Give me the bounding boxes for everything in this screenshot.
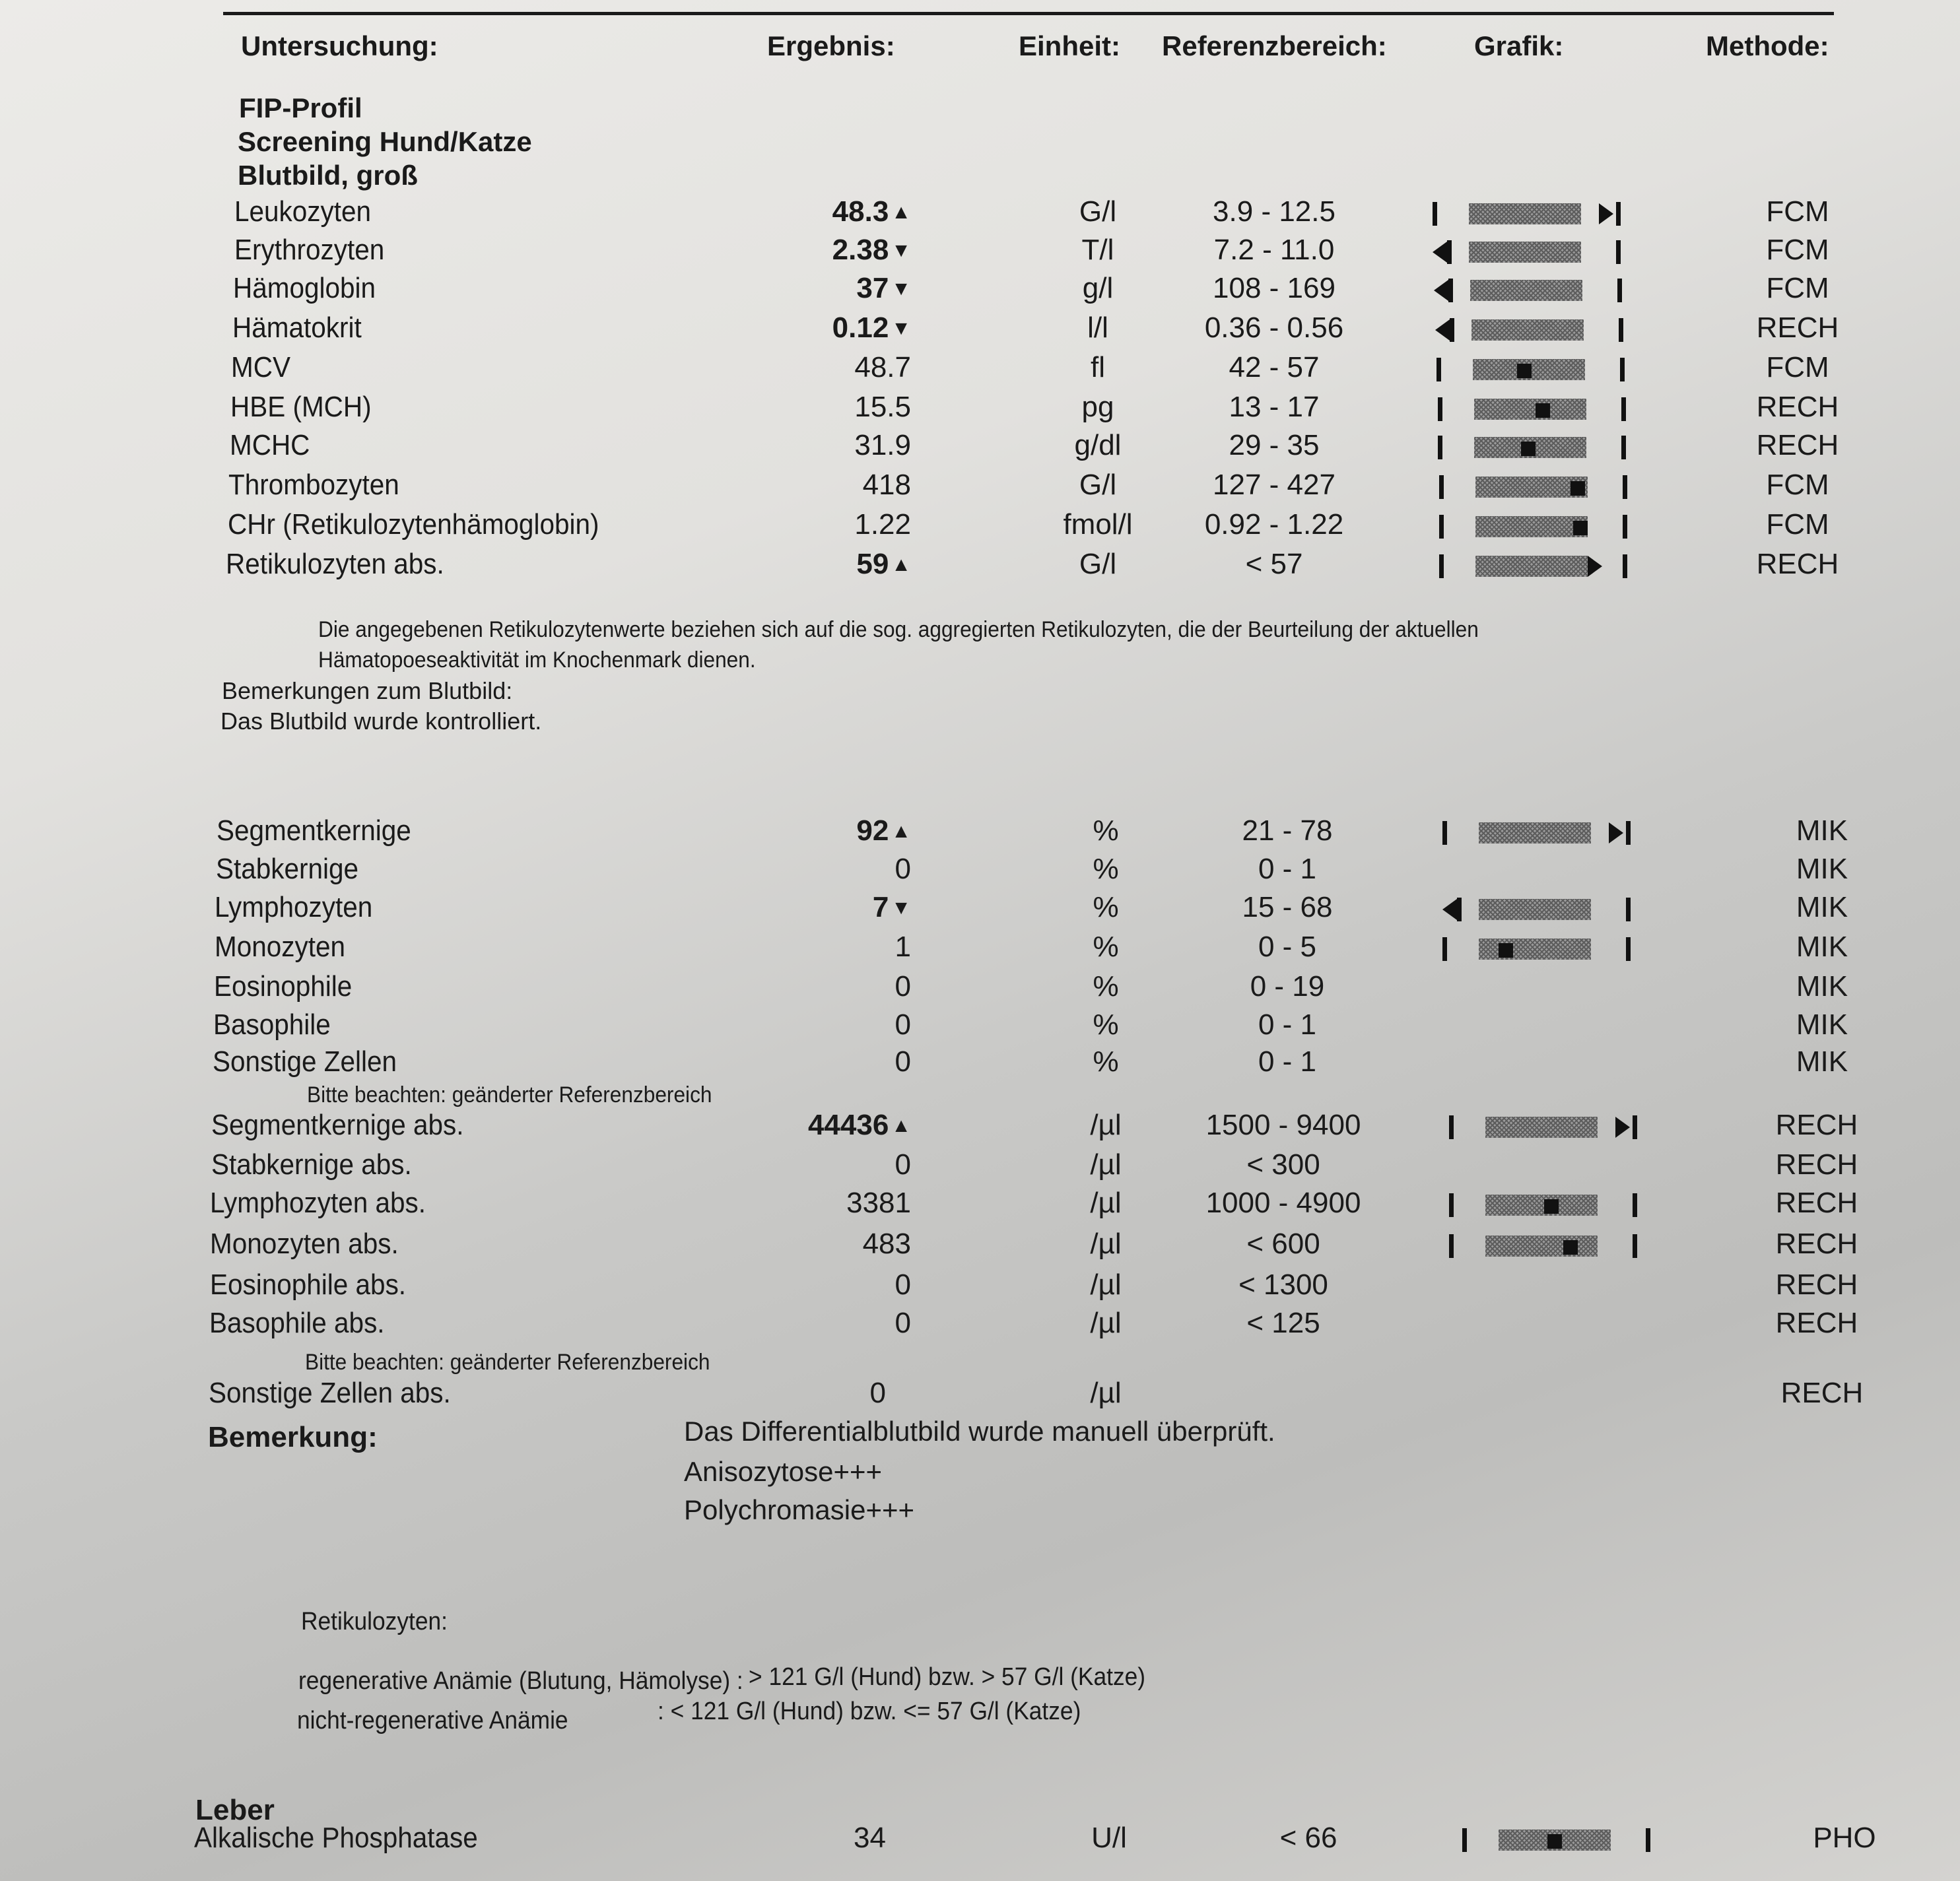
table-row — [0, 508, 1960, 545]
value-marker — [1517, 364, 1532, 378]
range-graphic — [1449, 1189, 1647, 1221]
test-name: Leukozyten — [234, 195, 372, 228]
range-bar — [1485, 1195, 1598, 1216]
test-result — [673, 1148, 911, 1181]
test-unit: % — [1093, 814, 1119, 847]
test-method: FCM — [1766, 508, 1829, 541]
range-tick-left — [1436, 358, 1441, 381]
test-name: Erythrozyten — [234, 234, 385, 266]
test-name: Stabkernige — [216, 853, 359, 885]
result-value: 2.38 — [832, 234, 889, 266]
result-value: 483 — [862, 1228, 911, 1260]
result-value: 3381 — [846, 1187, 911, 1219]
range-tick-left — [1449, 1234, 1454, 1258]
result-value: 1 — [895, 931, 911, 963]
test-method: MIK — [1796, 814, 1848, 847]
top-rule — [223, 12, 1834, 15]
result-value: 37 — [856, 272, 889, 304]
test-method: FCM — [1766, 234, 1829, 266]
test-name: Sonstige Zellen abs. — [209, 1377, 451, 1409]
high-marker-icon — [1599, 203, 1613, 224]
result-value: 7 — [872, 891, 889, 923]
high-marker-icon — [1609, 822, 1623, 843]
range-tick-right — [1619, 318, 1623, 342]
test-method: RECH — [1756, 312, 1839, 344]
reference-range: 127 - 427 — [1213, 469, 1335, 501]
test-unit: % — [1093, 970, 1119, 1003]
table-row — [0, 1377, 1960, 1414]
test-unit: U/l — [1091, 1822, 1127, 1854]
range-graphic — [1439, 550, 1637, 582]
result-value: 0 — [895, 970, 911, 1003]
test-method: PHO — [1813, 1822, 1876, 1854]
reference-range: 0 - 1 — [1258, 853, 1317, 885]
table-row — [0, 272, 1960, 309]
bemerkung-line-1: Das Differentialblutbild wurde manuell überprüft. — [684, 1416, 1275, 1447]
reference-range: 0 - 1 — [1258, 1045, 1317, 1078]
low-marker-icon — [1434, 280, 1448, 301]
test-result — [673, 351, 911, 384]
result-value: 0 — [895, 1008, 911, 1041]
range-tick-right — [1626, 898, 1631, 921]
reference-range: 1000 - 4900 — [1205, 1187, 1361, 1219]
value-marker — [1544, 1199, 1559, 1214]
low-marker-icon — [1433, 242, 1447, 263]
table-row — [0, 312, 1960, 348]
reference-range: < 57 — [1245, 548, 1303, 580]
range-bar — [1469, 203, 1581, 224]
range-bar — [1479, 939, 1591, 960]
range-graphic — [1435, 314, 1633, 346]
test-result — [673, 195, 911, 228]
test-method: MIK — [1796, 1045, 1848, 1078]
table-row — [0, 931, 1960, 968]
range-graphic — [1449, 1111, 1647, 1143]
test-method: RECH — [1775, 1187, 1858, 1219]
test-result — [673, 1109, 911, 1142]
range-tick-left — [1439, 554, 1444, 578]
test-method: RECH — [1775, 1109, 1858, 1141]
range-tick-left — [1433, 202, 1437, 226]
result-value: 418 — [862, 469, 911, 501]
range-tick-left — [1448, 279, 1453, 302]
table-row — [0, 1045, 1960, 1082]
reference-range: 0.92 - 1.22 — [1204, 508, 1344, 541]
range-graphic — [1433, 236, 1631, 268]
result-value: 15.5 — [854, 391, 911, 423]
table-row — [0, 351, 1960, 388]
test-name: CHr (Retikulozytenhämoglobin) — [228, 508, 599, 541]
reti-note-line-2: Hämatopoeseaktivität im Knochenmark dienen. — [318, 647, 756, 673]
range-bar — [1469, 242, 1581, 263]
range-bar — [1475, 516, 1588, 537]
table-row — [0, 814, 1960, 851]
range-tick-right — [1616, 202, 1621, 226]
result-value: 0 — [895, 1045, 911, 1078]
test-name: MCHC — [230, 429, 310, 461]
test-result — [673, 312, 911, 345]
range-graphic — [1442, 894, 1640, 925]
range-graphic — [1442, 933, 1640, 965]
range-tick-right — [1621, 436, 1626, 459]
reti-info-line-2-value: : < 121 G/l (Hund) bzw. <= 57 G/l (Katze) — [658, 1698, 1081, 1725]
test-unit: % — [1093, 931, 1119, 963]
value-marker — [1521, 442, 1536, 456]
test-unit: /µl — [1090, 1187, 1122, 1219]
table-row — [0, 1148, 1960, 1185]
range-tick-right — [1617, 279, 1622, 302]
test-name: MCV — [231, 351, 290, 383]
test-method: FCM — [1766, 469, 1829, 501]
test-unit: T/l — [1081, 234, 1114, 266]
test-unit: % — [1093, 853, 1119, 885]
table-row — [0, 1307, 1960, 1344]
result-value: 1.22 — [854, 508, 911, 541]
test-unit: /µl — [1090, 1228, 1122, 1260]
table-row — [0, 1228, 1960, 1265]
header-untersuchung: Untersuchung: — [241, 30, 438, 61]
test-method: RECH — [1756, 548, 1839, 580]
arrow-up-icon: ▲ — [891, 201, 911, 223]
range-graphic — [1436, 354, 1635, 385]
table-row — [0, 853, 1960, 890]
test-name: Monozyten — [215, 931, 346, 963]
reference-range: 42 - 57 — [1229, 351, 1320, 383]
value-marker — [1547, 1834, 1562, 1849]
header-ergebnis: Ergebnis: — [767, 30, 895, 61]
range-bar — [1479, 899, 1591, 920]
test-name: Monozyten abs. — [210, 1228, 399, 1260]
reference-range: 108 - 169 — [1213, 272, 1335, 304]
test-name: Sonstige Zellen — [213, 1045, 397, 1078]
test-name: Segmentkernige abs. — [211, 1109, 464, 1141]
arrow-up-icon: ▲ — [891, 1115, 911, 1137]
reference-range: 29 - 35 — [1229, 429, 1320, 461]
range-tick-left — [1439, 515, 1444, 539]
test-unit: fmol/l — [1063, 508, 1133, 541]
test-result — [648, 1822, 886, 1855]
value-marker — [1563, 1240, 1578, 1255]
high-marker-icon — [1615, 1117, 1630, 1138]
test-method: RECH — [1775, 1269, 1858, 1301]
test-name: Stabkernige abs. — [211, 1148, 412, 1181]
result-value: 92 — [856, 814, 889, 847]
range-graphic — [1433, 198, 1631, 230]
test-name: Hämatokrit — [232, 312, 362, 344]
reference-range: 15 - 68 — [1242, 891, 1333, 923]
reti-info-line-1-label: regenerative Anämie (Blutung, Hämolyse) : — [298, 1667, 743, 1695]
table-row — [0, 548, 1960, 585]
value-marker — [1571, 481, 1585, 496]
test-result — [673, 891, 911, 924]
test-method: MIK — [1796, 891, 1848, 923]
range-graphic — [1438, 432, 1636, 463]
range-bar — [1474, 399, 1586, 420]
table-row — [0, 1269, 1960, 1305]
arrow-down-icon: ▼ — [891, 897, 911, 919]
test-result — [673, 1307, 911, 1340]
range-bar — [1479, 822, 1591, 843]
test-result — [673, 272, 911, 305]
result-value: 48.7 — [854, 351, 911, 383]
test-unit: pg — [1081, 391, 1114, 423]
test-unit: l/l — [1087, 312, 1108, 344]
range-graphic — [1462, 1824, 1660, 1856]
reference-range: 0.36 - 0.56 — [1204, 312, 1344, 344]
test-method: FCM — [1766, 195, 1829, 228]
result-value: 59 — [856, 548, 889, 580]
test-name: Hämoglobin — [233, 272, 376, 304]
section-title-screening: Screening Hund/Katze — [238, 126, 532, 157]
reference-range: 3.9 - 12.5 — [1213, 195, 1335, 228]
range-tick-right — [1626, 821, 1631, 845]
range-tick-left — [1438, 397, 1442, 421]
test-name: Alkalische Phosphatase — [194, 1822, 478, 1854]
test-unit: /µl — [1090, 1109, 1122, 1141]
header-referenzbereich: Referenzbereich: — [1162, 30, 1387, 61]
table-row — [0, 891, 1960, 928]
reference-range: 13 - 17 — [1229, 391, 1320, 423]
test-result — [673, 234, 911, 267]
test-result — [673, 1187, 911, 1220]
range-bar — [1485, 1117, 1598, 1138]
range-tick-right — [1646, 1828, 1650, 1852]
reference-range: 21 - 78 — [1242, 814, 1333, 847]
result-value: 0 — [869, 1377, 886, 1409]
range-tick-right — [1623, 475, 1627, 499]
range-tick-right — [1621, 397, 1626, 421]
test-result — [673, 429, 911, 462]
test-result — [673, 1269, 911, 1302]
reference-range: 1500 - 9400 — [1205, 1109, 1361, 1141]
range-graphic — [1434, 275, 1632, 306]
range-tick-right — [1623, 554, 1627, 578]
changed-ref-note-2: Bitte beachten: geänderter Referenzbereich — [305, 1350, 710, 1375]
test-unit: fl — [1091, 351, 1105, 383]
bemerkungen-text: Das Blutbild wurde kontrolliert. — [220, 708, 542, 735]
test-name: Eosinophile abs. — [210, 1269, 407, 1301]
range-graphic — [1439, 471, 1637, 503]
test-result — [673, 931, 911, 964]
test-unit: % — [1093, 1045, 1119, 1078]
result-value: 0.12 — [832, 312, 889, 344]
result-value: 31.9 — [854, 429, 911, 461]
table-row — [0, 1187, 1960, 1224]
reti-info-line-1-value: > 121 G/l (Hund) bzw. > 57 G/l (Katze) — [749, 1663, 1146, 1691]
range-tick-left — [1449, 1193, 1454, 1217]
table-row — [0, 469, 1960, 506]
result-value: 44436 — [807, 1109, 889, 1141]
test-result — [673, 1008, 911, 1041]
range-graphic — [1439, 511, 1637, 543]
range-tick-right — [1633, 1115, 1637, 1139]
reference-range: < 125 — [1246, 1307, 1320, 1339]
test-unit: /µl — [1090, 1377, 1122, 1409]
test-unit: G/l — [1079, 469, 1117, 501]
result-value: 0 — [895, 1269, 911, 1301]
table-row — [0, 970, 1960, 1007]
low-marker-icon — [1442, 899, 1457, 920]
table-row — [0, 1109, 1960, 1146]
low-marker-icon — [1435, 319, 1450, 341]
test-unit: G/l — [1079, 548, 1117, 580]
bemerkung-line-2: Anisozytose+++ — [684, 1456, 883, 1487]
range-tick-left — [1438, 436, 1442, 459]
range-bar — [1470, 280, 1582, 301]
range-tick-right — [1633, 1193, 1637, 1217]
test-unit: g/l — [1082, 272, 1114, 304]
range-tick-left — [1439, 475, 1444, 499]
high-edge-marker-icon — [1588, 556, 1602, 577]
range-tick-right — [1633, 1234, 1637, 1258]
test-name: Basophile abs. — [209, 1307, 385, 1339]
result-value: 48.3 — [832, 195, 889, 228]
changed-ref-note-1: Bitte beachten: geänderter Referenzbereich — [307, 1082, 712, 1107]
result-value: 34 — [854, 1822, 886, 1854]
table-row — [0, 429, 1960, 466]
range-tick-right — [1623, 515, 1627, 539]
range-bar — [1475, 556, 1588, 577]
range-tick-left — [1442, 937, 1447, 961]
test-name: Retikulozyten abs. — [226, 548, 444, 580]
header-methode: Methode: — [1706, 30, 1829, 61]
test-method: RECH — [1775, 1307, 1858, 1339]
reference-range: 0 - 1 — [1258, 1008, 1317, 1041]
table-row — [0, 391, 1960, 428]
test-result — [648, 1377, 886, 1410]
test-result — [673, 853, 911, 886]
test-name: Lymphozyten — [215, 891, 373, 923]
test-name: Segmentkernige — [217, 814, 411, 847]
arrow-up-icon: ▲ — [891, 554, 911, 576]
test-unit: /µl — [1090, 1269, 1122, 1301]
test-result — [673, 1045, 911, 1078]
test-unit: g/dl — [1074, 429, 1122, 461]
value-marker — [1499, 943, 1513, 958]
range-tick-right — [1626, 937, 1631, 961]
range-tick-left — [1449, 1115, 1454, 1139]
test-unit: G/l — [1079, 195, 1117, 228]
test-method: RECH — [1775, 1148, 1858, 1181]
range-tick-left — [1457, 898, 1462, 921]
test-method: MIK — [1796, 970, 1848, 1003]
range-tick-right — [1616, 240, 1621, 264]
test-method: RECH — [1780, 1377, 1864, 1409]
test-result — [673, 548, 911, 581]
test-result — [673, 508, 911, 541]
test-unit: % — [1093, 1008, 1119, 1041]
test-unit: /µl — [1090, 1148, 1122, 1181]
reference-range: < 1300 — [1238, 1269, 1328, 1301]
range-graphic — [1449, 1230, 1647, 1262]
bemerkung-label: Bemerkung: — [208, 1421, 378, 1453]
test-unit: /µl — [1090, 1307, 1122, 1339]
table-row — [0, 234, 1960, 271]
value-marker — [1536, 403, 1550, 418]
range-graphic — [1438, 393, 1636, 425]
table-row — [0, 1822, 1960, 1859]
range-bar — [1471, 319, 1584, 341]
test-method: FCM — [1766, 272, 1829, 304]
test-unit: % — [1093, 891, 1119, 923]
section-title-fip: FIP-Profil — [239, 92, 362, 123]
arrow-down-icon: ▼ — [891, 278, 911, 300]
test-result — [673, 1228, 911, 1261]
range-tick-left — [1447, 240, 1452, 264]
reti-info-title: Retikulozyten: — [301, 1608, 448, 1635]
reference-range: < 300 — [1246, 1148, 1320, 1181]
test-result — [673, 970, 911, 1003]
reference-range: 0 - 19 — [1250, 970, 1325, 1003]
table-row — [0, 195, 1960, 232]
range-tick-left — [1442, 821, 1447, 845]
value-marker — [1573, 521, 1588, 535]
test-result — [673, 391, 911, 424]
table-row — [0, 1008, 1960, 1045]
test-name: Thrombozyten — [228, 469, 399, 501]
reference-range: < 600 — [1246, 1228, 1320, 1260]
test-name: HBE (MCH) — [230, 391, 372, 423]
range-bar — [1485, 1236, 1598, 1257]
reti-info-line-2-label: nicht-regenerative Anämie — [297, 1707, 568, 1734]
bemerkung-line-3: Polychromasie+++ — [684, 1494, 915, 1525]
test-name: Lymphozyten abs. — [210, 1187, 426, 1219]
test-method: RECH — [1756, 429, 1839, 461]
reference-range: < 66 — [1279, 1822, 1337, 1854]
reference-range: 0 - 5 — [1258, 931, 1317, 963]
result-value: 0 — [895, 1307, 911, 1339]
test-result — [673, 814, 911, 847]
bemerkungen-title: Bemerkungen zum Blutbild: — [222, 677, 513, 704]
reti-note-line-1: Die angegebenen Retikulozytenwerte beziehen sich auf die sog. aggregierten Retikulozyten, die der Beurteilung der aktuellen — [318, 617, 1479, 642]
section-title-blutbild: Blutbild, groß — [238, 160, 418, 191]
result-value: 0 — [895, 1148, 911, 1181]
test-name: Basophile — [213, 1008, 331, 1041]
arrow-down-icon: ▼ — [891, 317, 911, 339]
section-title-leber: Leber — [195, 1794, 275, 1826]
reference-range: 7.2 - 11.0 — [1213, 234, 1335, 266]
range-tick-left — [1462, 1828, 1467, 1852]
test-method: MIK — [1796, 1008, 1848, 1041]
range-tick-right — [1620, 358, 1625, 381]
test-method: MIK — [1796, 853, 1848, 885]
test-name: Eosinophile — [214, 970, 353, 1003]
test-method: RECH — [1775, 1228, 1858, 1260]
arrow-up-icon: ▲ — [891, 820, 911, 842]
header-einheit: Einheit: — [1019, 30, 1120, 61]
range-tick-left — [1450, 318, 1454, 342]
test-method: RECH — [1756, 391, 1839, 423]
test-result — [673, 469, 911, 502]
test-method: MIK — [1796, 931, 1848, 963]
header-grafik: Grafik: — [1474, 30, 1564, 61]
arrow-down-icon: ▼ — [891, 240, 911, 261]
test-method: FCM — [1766, 351, 1829, 383]
range-graphic — [1442, 817, 1640, 849]
result-value: 0 — [895, 853, 911, 885]
